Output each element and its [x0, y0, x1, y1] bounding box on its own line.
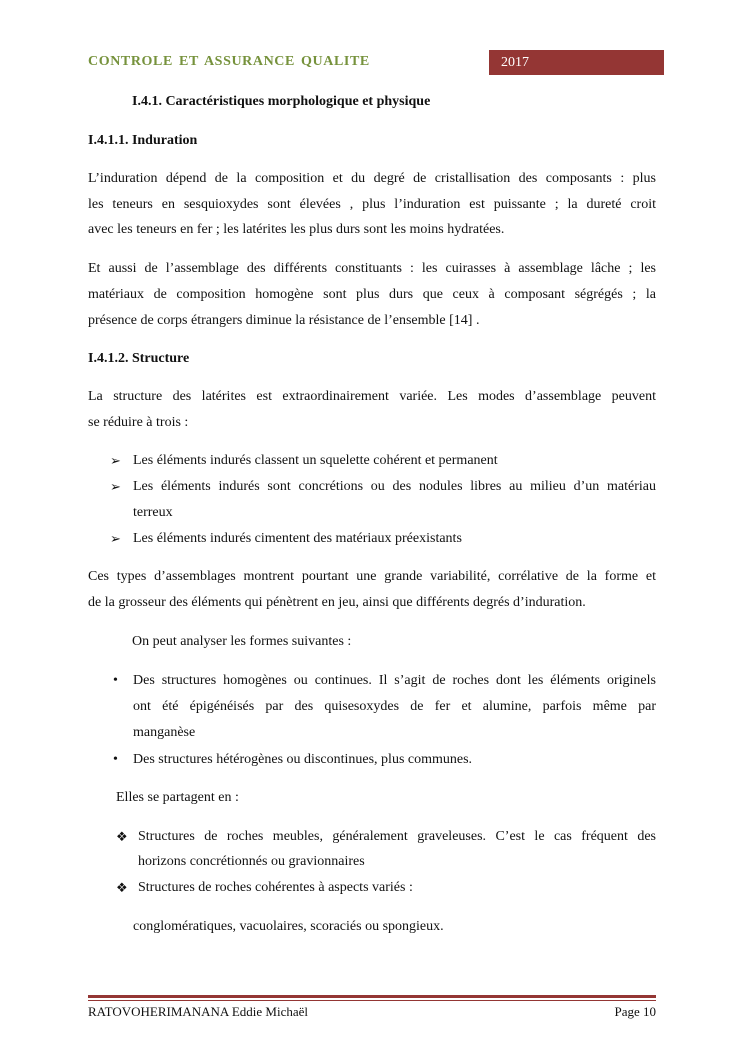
diamond-item-1-line2: horizons concrétionnés ou gravionnaires: [138, 854, 365, 869]
arrow-bullet-icon: ➢: [110, 531, 121, 546]
analyse-line: On peut analyser les formes suivantes :: [132, 634, 352, 649]
footer-rule-thin: [88, 1000, 656, 1001]
induration-para1-line2: les teneurs en sesquioxydes sont élevées , plus l’induration est puissante ; la dureté croit: [88, 197, 656, 212]
dot-item-1-line2: ont été épigénéisés par des quisesoxydes de fer et alumine, parfois même par: [133, 699, 656, 714]
structure-heading: I.4.1.2. Structure: [88, 351, 190, 366]
induration-para1-line1: L’induration dépend de la composition et du degré de cristallisation des composants : plus: [88, 171, 656, 186]
variability-line2: de la grosseur des éléments qui pénètrent en jeu, ainsi que différents degrés d’induration.: [88, 595, 586, 610]
arrow-item-2-line1: Les éléments indurés sont concrétions ou des nodules libres au milieu d’un matériau: [133, 479, 656, 494]
induration-para1-line3: avec les teneurs en fer ; les latérites les plus durs sont les moins hydratées.: [88, 222, 505, 237]
partagent-line: Elles se partagent en :: [116, 790, 239, 805]
induration-para2-line3: présence de corps étrangers diminue la résistance de l’ensemble [14] .: [88, 313, 480, 328]
structure-intro-line2: se réduire à trois :: [88, 415, 189, 430]
induration-para2-line2: matériaux de composition homogène sont plus durs que ceux à composant ségrégés ; la: [88, 287, 656, 302]
arrow-item-2-line2: terreux: [133, 505, 173, 520]
induration-heading: I.4.1.1. Induration: [88, 133, 198, 148]
arrow-item-1-line1: Les éléments indurés classent un squelette cohérent et permanent: [133, 453, 498, 468]
variability-line1: Ces types d’assemblages montrent pourtant une grande variabilité, corrélative de la forme et: [88, 569, 656, 584]
diamond-item-2-line1: Structures de roches cohérentes à aspects variés :: [138, 880, 413, 895]
structure-intro-line1: La structure des latérites est extraordinairement variée. Les modes d’assemblage peuvent: [88, 389, 656, 404]
footer-rule-thick: [88, 995, 656, 998]
dot-bullet-icon: •: [113, 752, 118, 767]
page-header: [88, 50, 664, 75]
induration-para2-line1: Et aussi de l’assemblage des différents constituants : les cuirasses à assemblage lâche ; les: [88, 261, 656, 276]
dot-item-1-line3: manganèse: [133, 725, 196, 740]
footer-author: RATOVOHERIMANANA Eddie Michaël: [88, 1004, 309, 1019]
diamond-bullet-icon: ❖: [116, 829, 128, 844]
arrow-item-3-line1: Les éléments indurés cimentent des matériaux préexistants: [133, 531, 462, 546]
header-year-badge: 2017: [489, 50, 664, 75]
header-title: CONTROLE ET ASSURANCE QUALITE: [88, 54, 370, 69]
section-title: I.4.1. Caractéristiques morphologique et physique: [132, 94, 431, 109]
final-line: conglomératiques, vacuolaires, scoraciés ou spongieux.: [133, 919, 444, 934]
dot-bullet-icon: •: [113, 673, 118, 688]
dot-item-1-line1: Des structures homogènes ou continues. Il s’agit de roches dont les éléments originels: [133, 673, 656, 688]
footer-page-number: Page 10: [614, 1004, 656, 1019]
diamond-bullet-icon: ❖: [116, 880, 128, 895]
dot-item-2-line1: Des structures hétérogènes ou discontinues, plus communes.: [133, 752, 473, 767]
arrow-bullet-icon: ➢: [110, 479, 121, 494]
arrow-bullet-icon: ➢: [110, 453, 121, 468]
diamond-item-1-line1: Structures de roches meubles, généralement graveleuses. C’est le cas fréquent des: [138, 829, 656, 844]
